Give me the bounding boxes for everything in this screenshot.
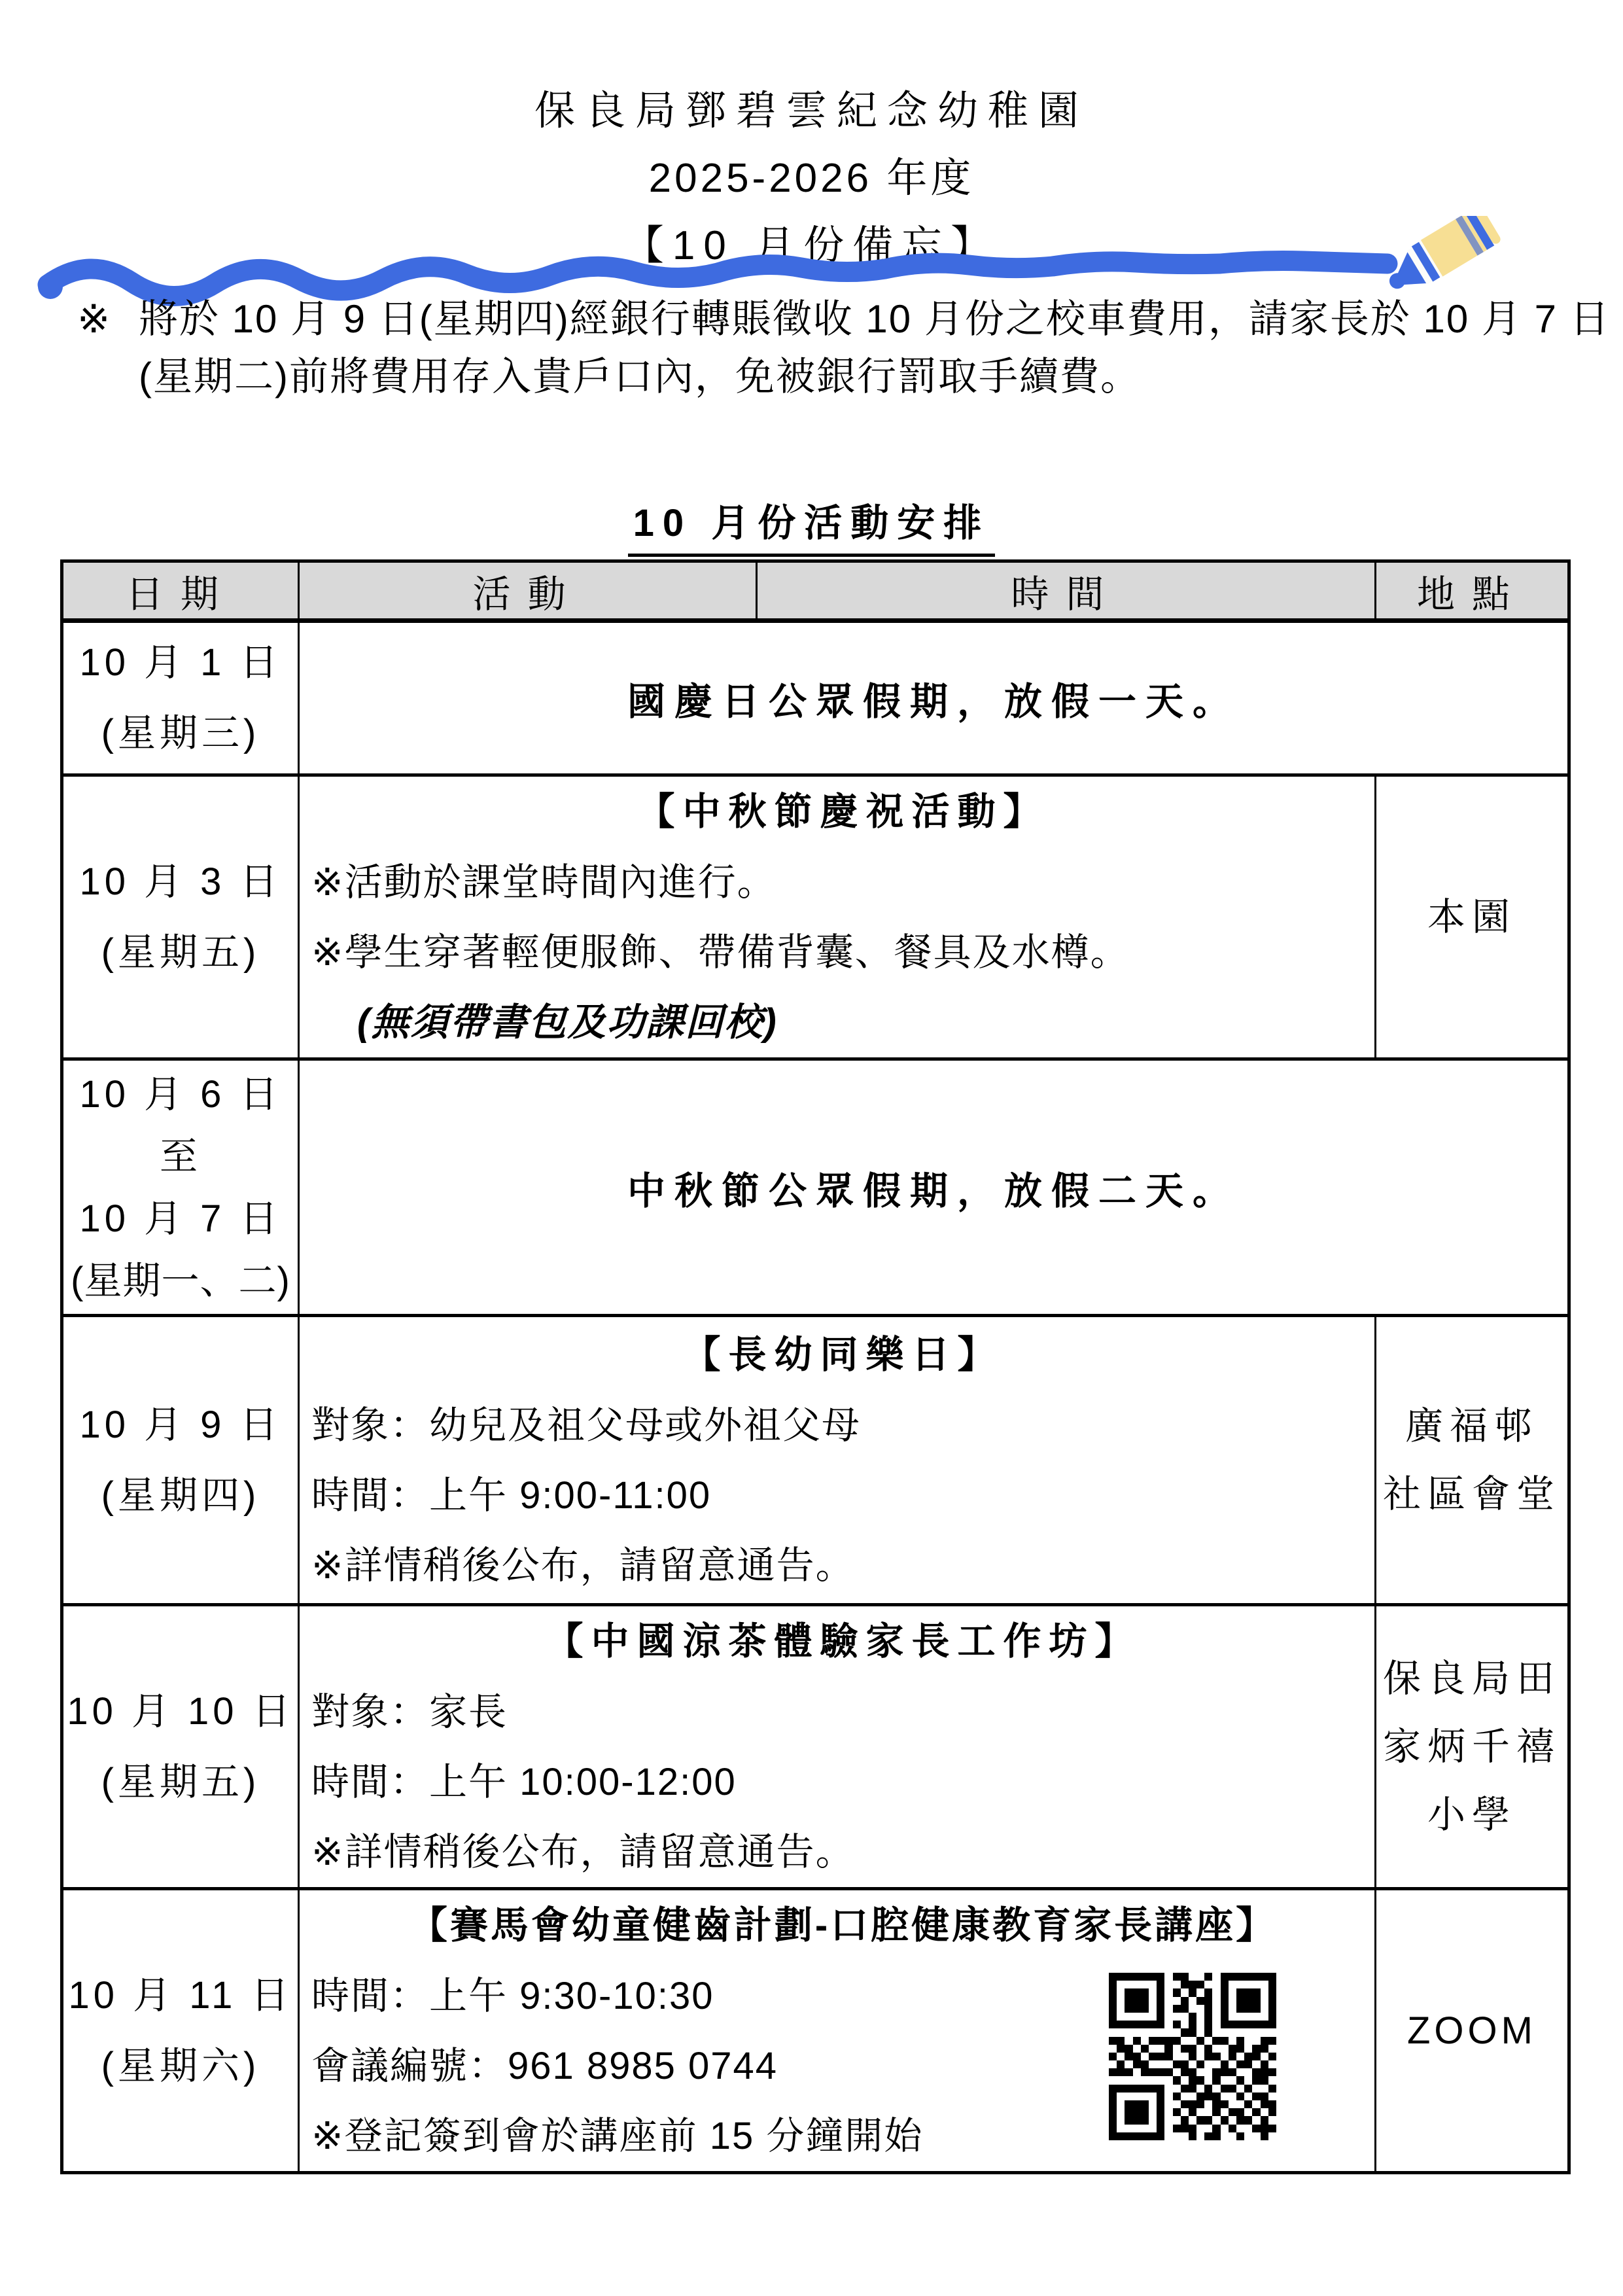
header-time: 時間: [757, 561, 1376, 621]
notice-line-2: (星期二)前將費用存入貴戶口內，免被銀行罰取手續費。: [139, 355, 1141, 398]
activity-headline: 【中秋節慶祝活動】: [637, 790, 1049, 833]
holiday-cell: 國慶日公眾假期，放假一天。: [299, 621, 1569, 775]
bus-fee-notice: [77, 291, 1611, 406]
activity-cell: 【中國涼茶體驗家長工作坊】 對象：家長 時間：上午 10:00-12:00 ※詳情稍後公布，請留意通告。: [299, 1605, 1376, 1889]
schedule-title-wrap: [0, 492, 1623, 557]
date-cell: 10 月 6 日 至 10 月 7 日 (星期一、二): [62, 1059, 299, 1316]
header-date: 日期: [62, 561, 299, 621]
date-cell: 10 月 9 日 (星期四): [62, 1316, 299, 1605]
school-name: 保良局鄧碧雲紀念幼稚園: [534, 88, 1089, 133]
school-year: 2025-2026 年度: [648, 156, 975, 201]
activity-headline: 【中國涼茶體驗家長工作坊】: [545, 1620, 1141, 1663]
table-row: [62, 1316, 1569, 1605]
date-cell: 10 月 1 日 (星期三): [62, 621, 299, 775]
location-cell: 廣福邨 社區會堂: [1376, 1316, 1569, 1605]
location-cell: 本園: [1376, 775, 1569, 1059]
qr-code-icon: [1109, 1973, 1276, 2140]
header-location: 地點: [1376, 561, 1569, 621]
activity-note: (無須帶書包及功課回校): [357, 1001, 778, 1044]
schedule-table: [60, 559, 1571, 2174]
table-row: [62, 1889, 1569, 2173]
activity-headline: 【賽馬會幼童健齒計劃-口腔健康教育家長講座】: [409, 1904, 1277, 1947]
date-cell: 10 月 10 日 (星期五): [62, 1605, 299, 1889]
table-row: [62, 1605, 1569, 1889]
holiday-cell: 中秋節公眾假期，放假二天。: [299, 1059, 1569, 1316]
date-cell: 10 月 11 日 (星期六): [62, 1889, 299, 2173]
location-cell: ZOOM: [1376, 1889, 1569, 2173]
notice-marker: ※: [77, 297, 112, 341]
memo-month-title: 【10 月份備忘】: [623, 223, 1000, 268]
table-row: [62, 775, 1569, 1059]
notice-text: [139, 291, 1611, 406]
crayon-tip-icon: [1379, 216, 1503, 302]
activity-cell: 【中秋節慶祝活動】 ※活動於課堂時間內進行。 ※學生穿著輕便服飾、帶備背囊、餐具及水樽。 (無須帶書包及功課回校): [299, 775, 1376, 1059]
header-activity: 活動: [299, 561, 757, 621]
location-cell: 保良局田 家炳千禧 小學: [1376, 1605, 1569, 1889]
table-row: [62, 621, 1569, 775]
activity-headline: 【長幼同樂日】: [682, 1333, 1003, 1376]
activity-cell: 【賽馬會幼童健齒計劃-口腔健康教育家長講座】 時間：上午 9:30-10:30 會議編號：961 8985 0744 ※登記簽到會於講座前 15 分鐘開始: [299, 1889, 1376, 2173]
table-row: [62, 1059, 1569, 1316]
schedule-title: 10 月份活動安排: [628, 492, 996, 557]
header-row: [62, 561, 1569, 621]
notice-line-1: 將於 10 月 9 日(星期四)經銀行轉賬徵收 10 月份之校車費用，請家長於 10 月 7 日: [139, 297, 1611, 341]
date-cell: 10 月 3 日 (星期五): [62, 775, 299, 1059]
activity-cell: 【長幼同樂日】 對象：幼兒及祖父母或外祖父母 時間：上午 9:00-11:00 ※詳情稍後公布，請留意通告。: [299, 1316, 1376, 1605]
